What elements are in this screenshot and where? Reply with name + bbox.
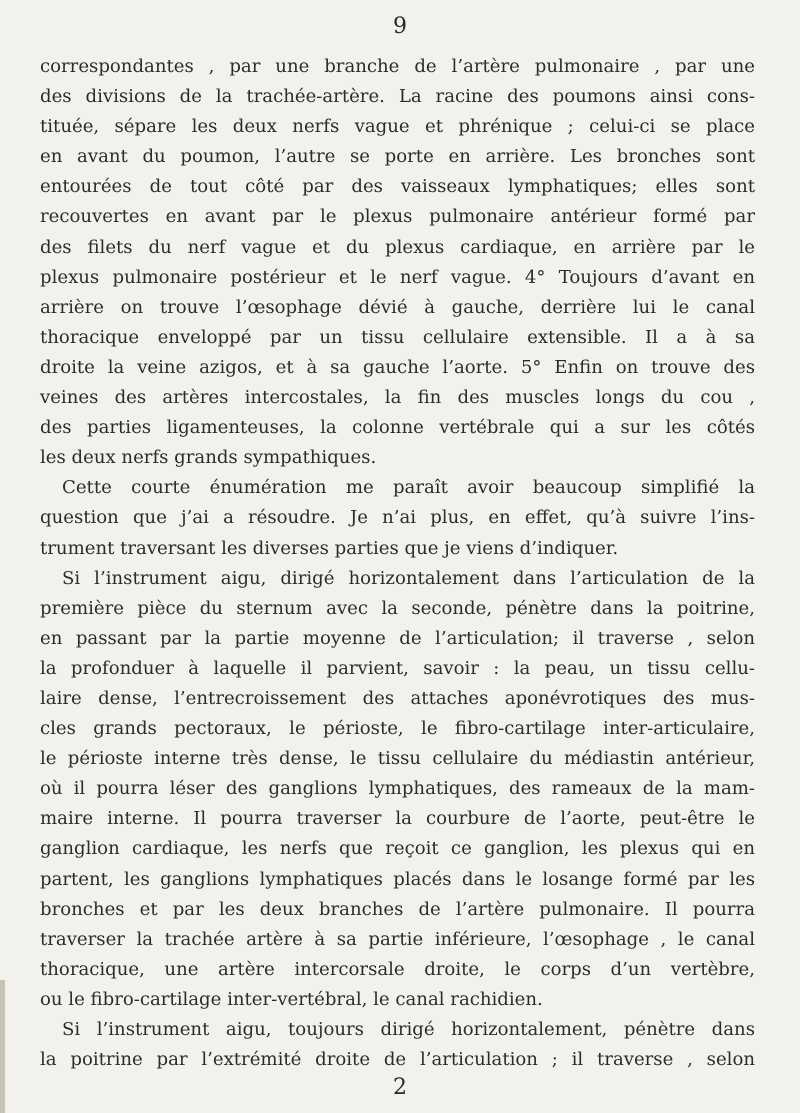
text-line: question que j’ai a résoudre. Je n’ai plus, en effet, qu’à suivre l’ins- [40,507,755,529]
text-line: trument traversant les diverses parties que je viens d’indiquer. [40,537,619,559]
text-line: la poitrine par l’extrémité droite de l’articulation ; il traverse , selon [40,1049,755,1071]
signature-mark: 2 [393,1075,407,1100]
text-line: le périoste interne très dense, le tissu cellulaire du médiastin antérieur, [40,748,755,770]
text-line: la profonduer à laquelle il parvient, savoir : la peau, un tissu cellu- [40,657,755,679]
text-line: droite la veine azigos, et à sa gauche l’aorte. 5° Enfin on trouve des [40,356,755,378]
body-text [40,52,755,1075]
text-line: où il pourra léser des ganglions lymphatiques, des rameaux de la mam- [40,778,755,800]
text-line: arrière on trouve l’œsophage dévié à gauche, derrière lui le canal [40,296,755,318]
text-line: maire interne. Il pourra traverser la courbure de l’aorte, peut-être le [40,808,755,830]
text-line: en avant du poumon, l’autre se porte en arrière. Les bronches sont [40,146,755,168]
text-line: des divisions de la trachée-artère. La racine des poumons ainsi cons- [40,86,755,108]
text-line: entourées de tout côté par des vaisseaux lymphatiques; elles sont [40,176,755,198]
text-line: recouvertes en avant par le plexus pulmonaire antérieur formé par [40,206,755,228]
text-line: thoracique enveloppé par un tissu cellulaire extensible. Il a à sa [40,326,755,348]
text-line: traverser la trachée artère à sa partie inférieure, l’œsophage , le canal [40,928,755,950]
page-edge-shadow [0,980,5,1113]
text-line: partent, les ganglions lymphatiques placés dans le losange formé par les [40,868,755,890]
text-line: plexus pulmonaire postérieur et le nerf vague. 4° Toujours d’avant en [40,266,755,288]
text-line: tituée, sépare les deux nerfs vague et phrénique ; celui-ci se place [40,116,755,138]
text-line: en passant par la partie moyenne de l’articulation; il traverse , selon [40,627,755,649]
page-number: 9 [393,14,407,39]
text-line: bronches et par les deux branches de l’artère pulmonaire. Il pourra [40,898,755,920]
text-line: thoracique, une artère intercorsale droite, le corps d’un vertèbre, [40,958,755,980]
text-line: veines des artères intercostales, la fin des muscles longs du cou , [40,387,755,409]
text-line: Si l’instrument aigu, dirigé horizontalement dans l’articulation de la [62,567,755,589]
text-line: les deux nerfs grands sympathiques. [40,447,377,469]
text-line: des parties ligamenteuses, la colonne vertébrale qui a sur les côtés [40,417,755,439]
text-line: des filets du nerf vague et du plexus cardiaque, en arrière par le [40,236,755,258]
text-line: cles grands pectoraux, le périoste, le fibro-cartilage inter-articulaire, [40,718,755,740]
text-line: ou le fibro-cartilage inter-vertébral, le canal rachidien. [40,988,543,1010]
text-line: Si l’instrument aigu, toujours dirigé horizontalement, pénètre dans [62,1019,755,1040]
text-line: Cette courte énumération me paraît avoir beaucoup simplifié la [62,477,755,499]
text-line: ganglion cardiaque, les nerfs que reçoit ce ganglion, les plexus qui en [40,838,755,860]
text-line: correspondantes , par une branche de l’artère pulmonaire , par une [40,56,755,77]
text-line: première pièce du sternum avec la seconde, pénètre dans la poitrine, [40,597,755,619]
text-line: laire dense, l’entrecroissement des attaches aponévrotiques des mus- [40,687,755,709]
